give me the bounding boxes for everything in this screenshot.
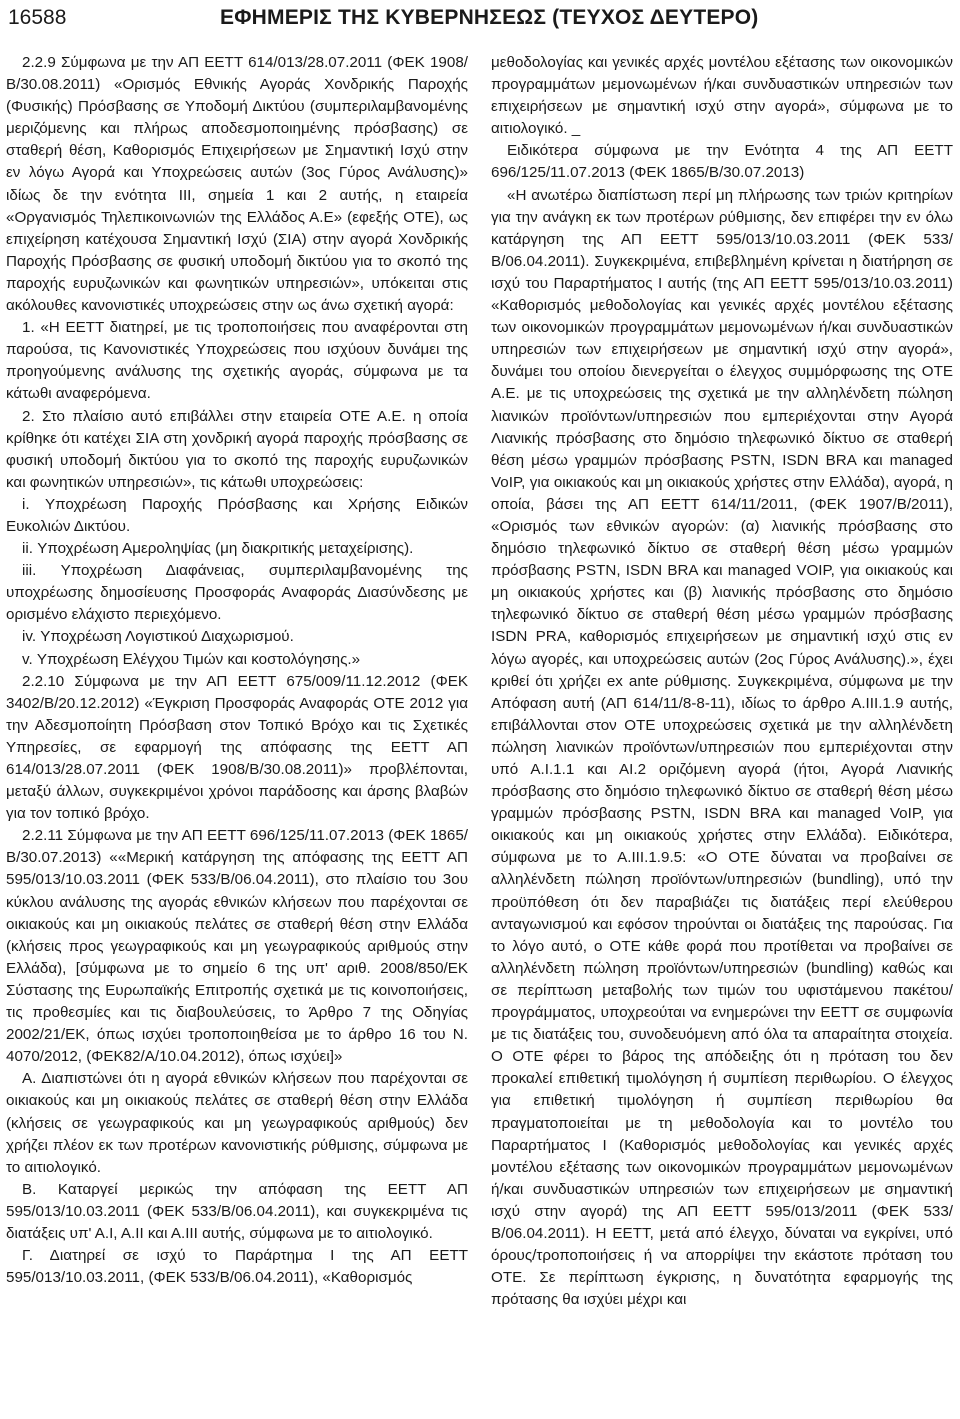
left-column: [6, 52, 468, 1289]
paragraph: μεθοδολογίας και γενικές αρχές μοντέλου εξέτασης των οικονομικών προγραμμάτων μεμονωμένων ή/και συνδυαστικών υπηρεσιών των επιχειρήσεων με σημαντική ισχύ στην αγορά», σύμφωνα με το αιτιολογικό. _: [491, 54, 953, 138]
paragraph: 2.2.9 Σύμφωνα με την ΑΠ ΕΕΤΤ 614/013/28.07.2011 (ΦΕΚ 1908/Β/30.08.2011) «Ορισμός Εθνικής Αγοράς Χονδρικής Παροχής (Φυσικής) Πρόσβασης σε Υποδομή Δικτύου (συμπεριλαμβανομένης μεριζόμενης και πλήρως αποδεσμοποιημένης πρόσβασης) σε σταθερή θέση, Καθορισμός Επιχειρήσεων με Σημαντική Ισχύ στην εν λόγω Αγορά και Υποχρεώσεις αυτών (3ος Γύρος Ανάλυσης)» ιδίως δε την ενότητα ΙΙΙ, σημεία 1 και 2 αυτής, η εταιρεία «Οργανισμός Τηλεπικοινωνιών της Ελλάδος Α.Ε» (εφεξής ΟΤΕ), ως επιχείρηση κατέχουσα Σημαντική Ισχύ (ΣΙΑ) στην αγορά Χονδρικής Παροχής Πρόσβασης σε φυσική υποδομή δικτύου για το σκοπό της παροχής ευρυζωνικών και φωνητικών υπηρεσιών», υπόκειται στις ακόλουθες κανονιστικές υποχρεώσεις στην ως άνω σχετική αγορά:: [6, 54, 468, 315]
paragraph: 1. «Η ΕΕΤΤ διατηρεί, με τις τροποποιήσεις που αναφέρονται στη παρούσα, τις Κανονιστικές Υποχρεώσεις που ισχύουν δυνάμει της προηγούμενης ανάλυσης της σχετικής αγοράς, σύμφωνα με τα κάτωθι αναφερόμενα.: [6, 319, 468, 403]
paragraph: Α. Διαπιστώνει ότι η αγορά εθνικών κλήσεων που παρέχονται σε οικιακούς και μη οικιακούς πελάτες σε σταθερή θέση στην Ελλάδα (κλήσεις σε γεωγραφικούς και μη γεωγραφικούς αριθμούς) δεν χρήζει πλέον εκ των προτέρων κανονιστικής ρύθμισης, σύμφωνα με το αιτιολογικό.: [6, 1070, 468, 1176]
paragraph: «Η ανωτέρω διαπίστωση περί μη πλήρωσης των τριών κριτηρίων για την ανάγκη εκ των προτέρων ρύθμισης, δεν επιφέρει την εν όλω κατάργηση της ΑΠ ΕΕΤΤ 595/013/10.03.2011 (ΦΕΚ 533/Β/06.04.2011). Συγκεκριμένα, επιβεβλημένη κρίνεται η διατήρηση σε ισχύ του Παραρτήματος Ι αυτής (της ΑΠ ΕΕΤΤ 595/013/10.03.2011) «Καθορισμός μεθοδολογίας και γενικές αρχές μοντέλου εξέτασης των οικονομικών προγραμμάτων μεμονωμένων ή/και συνδυαστικών υπηρεσιών των επιχειρήσεων με σημαντική ισχύ στην αγορά», δυνάμει του οποίου διενεργείται ο έλεγχος συμμόρφωσης της ΟΤΕ Α.Ε. με τις υποχρεώσεις της σχετικά με την αλληλένδετη πώληση λιανικών προϊόντων/υπηρεσιών που εμπεριέχονται στην Αγορά Λιανικής πρόσβασης στο δημόσιο τηλεφωνικό δίκτυο σε σταθερή θέση μέσω γραμμών πρόσβασης PSTN, ISDN BRA και managed VoIP, για οικιακούς και μη οικιακούς χρήστες στην Ελλάδα), αγορά, η οποία, βάσει της ΑΠ ΕΕΤΤ 614/11/2011, (ΦΕΚ 1907/Β/2011), «Ορισμός των εθνικών αγορών: (α) λιανικής πρόσβασης στο δημόσιο τηλεφωνικό δίκτυο σε σταθερή θέση μέσω γραμμών πρόσβασης PSTN, ISDN BRA και managed VOIP, για οικιακούς και μη οικιακούς χρήστες και (β) λιανικής πρόσβασης στο δημόσιο τηλεφωνικό δίκτυο σε σταθερή θέση μέσω γραμμών πρόσβασης ISDN PRA, καθορισμός επιχειρήσεων με σημαντική ισχύ στις εν λόγω αγορές, και υποχρεώσεις αυτών (2ος Γύρος Ανάλυσης).», έχει κριθεί ότι χρήζει ex ante ρύθμισης. Συγκεκριμένα, σύμφωνα με την Απόφαση αυτή (ΑΠ 614/11/8-8-11), ιδίως το άρθρο Α.ΙΙΙ.1.9 αυτής, επιβάλλονται στον ΟΤΕ υποχρεώσεις σχετικά με την αλληλένδετη πώληση λιανικών προϊόντων/υπηρεσιών που εμπεριέχονται στην υπό Α.Ι.1.1 και ΑΙ.2 οριζόμενη αγορά (ήτοι, Αγορά Λιανικής πρόσβασης στο δημόσιο τηλεφωνικό δίκτυο σε σταθερή θέση μέσω γραμμών πρόσβασης PSTN, ISDN BRA και managed VoIP, για οικιακούς και μη οικιακούς χρήστες στην Ελλάδα). Ειδικότερα, σύμφωνα με το Α.ΙΙΙ.1.9.5: «Ο ΟΤΕ δύναται να προβαίνει σε αλληλένδετη πώληση προϊόντων/υπηρεσιών (bundling), υπό την προϋπόθεση ότι δεν παραβιάζει τις διατάξεις περί ελεύθερου ανταγωνισμού και εφόσον τηρούνται οι διατάξεις της παρούσας. Για το λόγο αυτό, ο ΟΤΕ κάθε φορά που προτίθεται να προβαίνει σε αλληλένδετη πώληση προϊόντων/υπηρεσιών (bundling) καθώς και σε περίπτωση μεταβολής των τιμών του υφιστάμενου πακέτου/προγράμματος, υποχρεούται να ενημερώνει την ΕΕΤΤ σε συμφωνία με τις διατάξεις του, συνοδευόμενη από όλα τα απαραίτητα στοιχεία. Ο ΟΤΕ φέρει το βάρος της απόδειξης ότι η πρόταση του δεν προκαλεί επιθετική τιμολόγηση ή συμπίεση περιθωρίου. Ο έλεγχος για επιθετική τιμολόγηση ή συμπίεση περιθωρίου θα πραγματοποιείται με τη μεθοδολογία και το μοντέλο του Παραρτήματος Ι (Καθορισμός μεθοδολογίας και γενικές αρχές μοντέλου εξέτασης των οικονομικών προγραμμάτων μεμονωμένων ή/και συνδυαστικών υπηρεσιών των επιχειρήσεων με σημαντική ισχύ στην αγορά) της ΑΠ ΕΕΤΤ 595/013/2011 (ΦΕΚ 533/Β/06.04.2011). Η ΕΕΤΤ, μετά από έλεγχο, δύναται να εγκρίνει, υπό όρους/τροποποιήσεις ή να απορρίψει την εκάστοτε πρόταση του ΟΤΕ. Σε περίπτωση έγκρισης, η δυνατότητα εφαρμογής της πρότασης θα ισχύει μέχρι και: [491, 186, 953, 1309]
list-item: iii. Υποχρέωση Διαφάνειας, συμπεριλαμβανομένης της υποχρέωσης δημοσίευσης Προσφοράς Αναφοράς Διασύνδεσης με ορισμένο ελάχιστο περιεχόμενο.: [6, 562, 468, 624]
paragraph: 2. Στο πλαίσιο αυτό επιβάλλει στην εταιρεία ΟΤΕ Α.Ε. η οποία κρίθηκε ότι κατέχει ΣΙΑ στη χονδρική αγορά παροχής πρόσβασης σε φυσική υποδομή δικτύου για το σκοπό της παροχής ευρυζωνικών και φωνητικών υπηρεσιών», τις κάτωθι υποχρεώσεις:: [6, 407, 468, 491]
page-number: 16588: [8, 6, 67, 29]
paragraph: 2.2.11 Σύμφωνα με την ΑΠ ΕΕΤΤ 696/125/11.07.2013 (ΦΕΚ 1865/Β/30.07.2013) ««Μερική κατάργηση της απόφασης της ΕΕΤΤ ΑΠ 595/013/10.03.2011 (ΦΕΚ 533/Β/06.04.2011), στο πλαίσιο του 3ου κύκλου ανάλυσης της αγοράς εθνικών κλήσεων που παρέχονται σε οικιακούς και μη οικιακούς πελάτες σε σταθερή θέση στην Ελλάδα (κλήσεις προς γεωγραφικούς και μη γεωγραφικούς αριθμούς στην Ελλάδα), [σύμφωνα με το σημείο 6 της υπ' αριθ. 2008/850/ΕΚ Σύστασης της Ευρωπαϊκής Επιτροπής σχετικά με τις κοινοποιήσεις, τις προθεσμίες και τις διαβουλεύσεις, το Άρθρο 7 της Οδηγίας 2002/21/ΕΚ, όπως ισχύει τροποποιηθείσα με το άρθρο 16 του Ν. 4070/2012, (ΦΕΚ82/Α/10.04.2012), όπως ισχύει]»: [6, 827, 468, 1066]
paragraph: Β. Καταργεί μερικώς την απόφαση της ΕΕΤΤ ΑΠ 595/013/10.03.2011 (ΦΕΚ 533/Β/06.04.2011), και συγκεκριμένα τις διατάξεις υπ' Α.Ι, Α.ΙΙ και Α.ΙΙΙ αυτής, σύμφωνα με το αιτιολογικό.: [6, 1180, 468, 1242]
list-item: v. Υποχρέωση Ελέγχου Τιμών και κοστολόγησης.»: [22, 650, 361, 668]
list-item: ii. Υποχρέωση Αμεροληψίας (μη διακριτικής μεταχείρισης).: [22, 540, 414, 558]
paragraph: Ειδικότερα σύμφωνα με την Ενότητα 4 της ΑΠ ΕΕΤΤ 696/125/11.07.2013 (ΦΕΚ 1865/Β/30.07.2013): [491, 142, 953, 182]
list-item: iv. Υποχρέωση Λογιστικού Διαχωρισμού.: [22, 628, 294, 646]
paragraph: Γ. Διατηρεί σε ισχύ το Παράρτημα Ι της ΑΠ ΕΕΤΤ 595/013/10.03.2011, (ΦΕΚ 533/Β/06.04.2011), «Καθορισμός: [6, 1247, 468, 1287]
page-header: [8, 2, 952, 42]
list-item: i. Υποχρέωση Παροχής Πρόσβασης και Χρήσης Ειδικών Ευκολιών Δικτύου.: [6, 495, 468, 535]
journal-title: ΕΦΗΜΕΡΙΣ ΤΗΣ ΚΥΒΕΡΝΗΣΕΩΣ (ΤΕΥΧΟΣ ΔΕΥΤΕΡΟ): [220, 6, 759, 29]
paragraph: 2.2.10 Σύμφωνα με την ΑΠ ΕΕΤΤ 675/009/11.12.2012 (ΦΕΚ 3402/Β/20.12.2012) «Έγκριση Προσφοράς Αναφοράς ΟΤΕ 2012 για την Αδεσμοποίητη Πρόσβαση στον Τοπικό Βρόχο και τις Σχετικές Υπηρεσίες, σε εφαρμογή της απόφασης της ΕΕΤΤ ΑΠ 614/013/28.07.2011 (ΦΕΚ 1908/Β/30.08.2011)» προβλέπονται, μεταξύ άλλων, συγκεκριμένοι χρόνοι παράδοσης και άρσης βλαβών για τον τοπικό βρόχο.: [6, 672, 468, 823]
right-column: [491, 52, 953, 1311]
